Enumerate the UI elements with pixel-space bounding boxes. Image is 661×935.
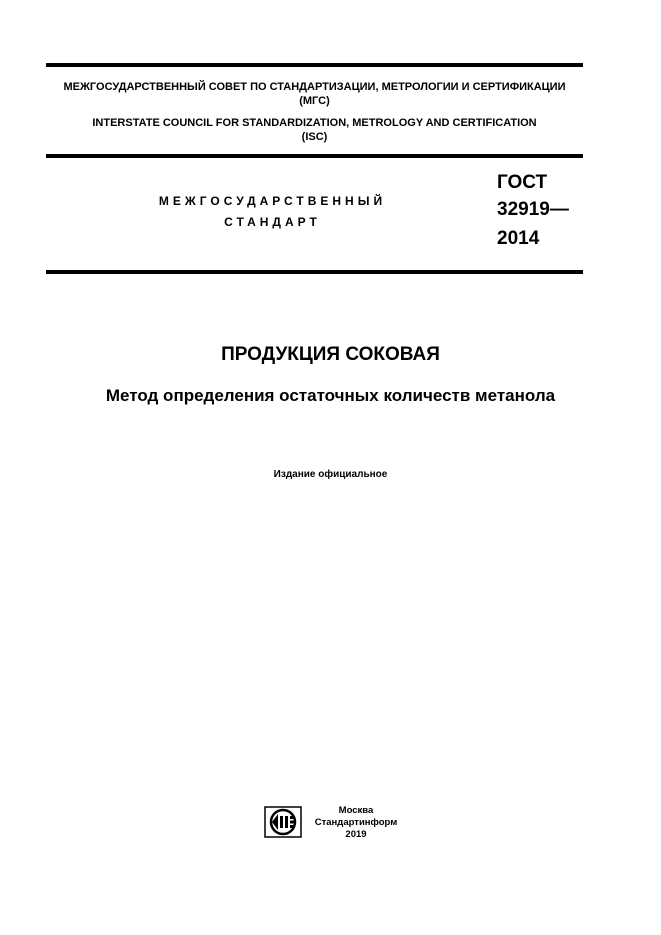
- document-subtitle: Метод определения остаточных количеств метанола: [105, 386, 556, 405]
- gost-year: 2014: [497, 228, 540, 249]
- gost-number: 32919—: [497, 199, 569, 220]
- council-name-ru: [46, 80, 583, 108]
- publisher-year: 2019: [345, 829, 367, 840]
- publisher-block: [310, 805, 402, 841]
- council-abbr-ru: (МГС): [299, 95, 330, 107]
- publisher-city: Москва: [338, 805, 374, 816]
- bottom-rule: [46, 270, 583, 274]
- council-name-ru-line1: МЕЖГОСУДАРСТВЕННЫЙ СОВЕТ ПО СТАНДАРТИЗАЦИИ, МЕТРОЛОГИИ И СЕРТИФИКАЦИИ: [63, 81, 566, 93]
- standard-type-line1: МЕЖГОСУДАРСТВЕННЫЙ: [158, 194, 387, 208]
- council-abbr-en: (ISC): [301, 131, 328, 143]
- edition-label: Издание официальное: [273, 469, 388, 480]
- top-rule: [46, 63, 583, 67]
- publisher-name: Стандартинформ: [314, 817, 398, 828]
- gost-prefix: ГОСТ: [497, 172, 548, 193]
- standard-type-line2: СТАНДАРТ: [224, 215, 321, 229]
- council-name-en-line1: INTERSTATE COUNCIL FOR STANDARDIZATION, METROLOGY AND CERTIFICATION: [92, 117, 537, 129]
- standartinform-logo-icon: [264, 806, 302, 838]
- document-title: ПРОДУКЦИЯ СОКОВАЯ: [221, 344, 440, 365]
- middle-rule: [46, 154, 583, 158]
- council-name-en: [46, 116, 583, 144]
